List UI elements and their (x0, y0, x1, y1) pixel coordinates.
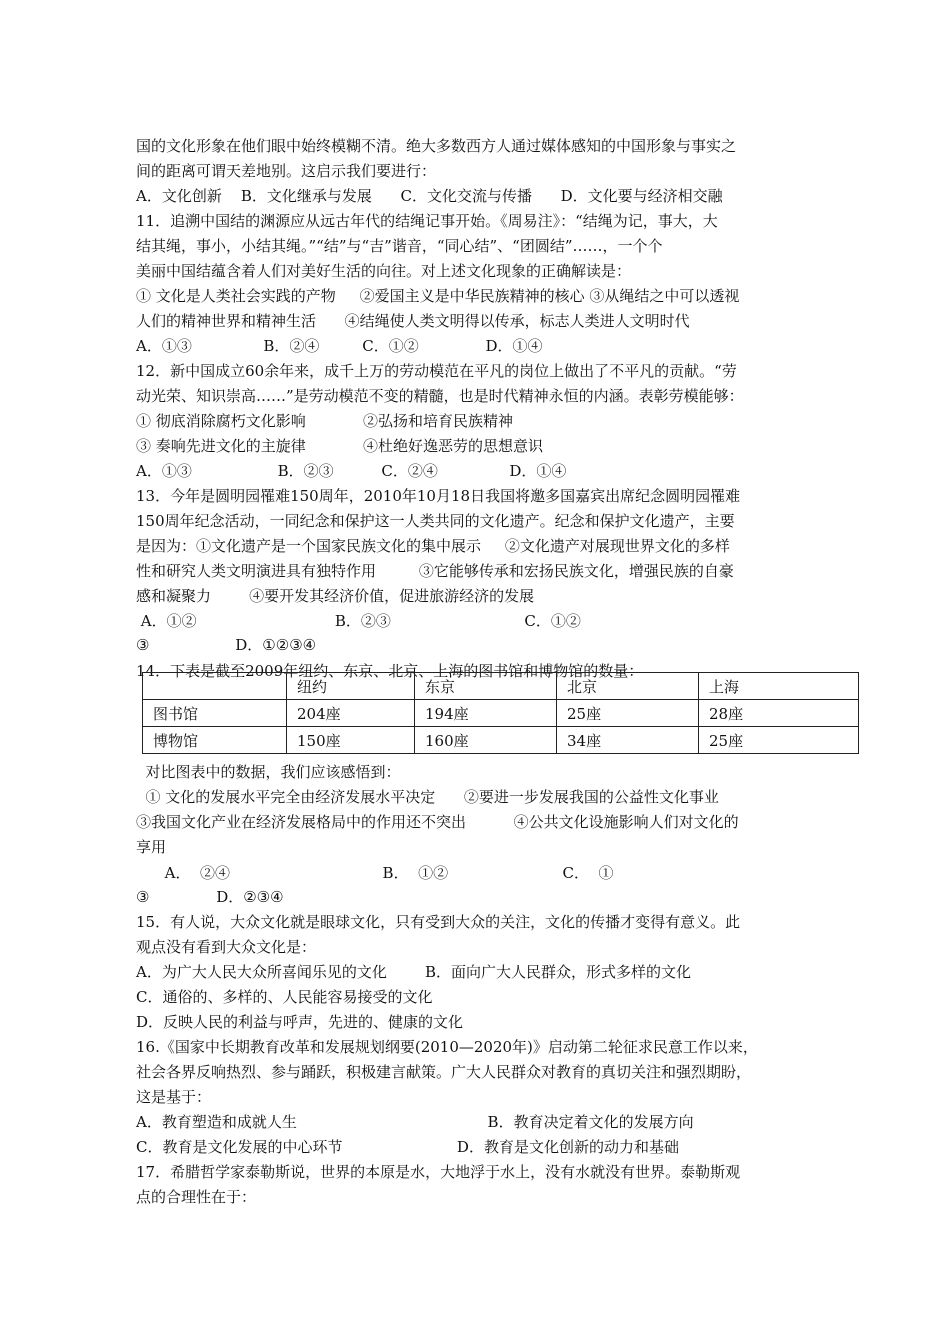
text-line (136, 211, 718, 231)
text-line-content: A．①③ B．②③ C．②④ D．①④ (136, 462, 567, 480)
text-line (136, 411, 513, 431)
text-line (136, 762, 401, 782)
table-header-row (143, 673, 859, 700)
table-cell: 博物馆 (143, 727, 287, 754)
text-line (136, 611, 581, 631)
text-line-content: A．①② B．②③ C．①② (136, 612, 581, 630)
text-line-content: A． ②④ B． ①② C． ① (136, 864, 614, 882)
text-line-content: ③ D．②③④ (136, 888, 284, 906)
table-cell: 图书馆 (143, 700, 287, 727)
table-cell: 34座 (557, 727, 699, 754)
text-line (136, 136, 736, 156)
text-line-content: 社会各界反响热烈、参与踊跃，积极建言献策。广大人民群众对教育的真切关注和强烈期盼， (136, 1063, 752, 1081)
text-line (136, 311, 690, 331)
text-line (136, 336, 543, 356)
library-museum-table (142, 672, 859, 754)
text-line (136, 461, 566, 481)
text-line-content: A．文化创新 B．文化继承与发展 C．文化交流与传播 D．文化要与经济相交融 (136, 187, 723, 205)
text-line (136, 787, 719, 807)
text-line-content: 观点没有看到大众文化是： (136, 938, 317, 956)
text-line-content: 结其绳，事小，小结其绳。”“结”与“吉”谐音，“同心结”、“团圆结”……，一个个 (136, 237, 663, 255)
text-line (136, 1012, 463, 1032)
text-line-content: A．①③ B．②④ C．①② D．①④ (136, 337, 543, 355)
text-line (136, 1037, 758, 1057)
text-line (136, 912, 740, 932)
text-line-content: 点的合理性在于： (136, 1188, 257, 1206)
text-line-content: ① 文化的发展水平完全由经济发展水平决定 ②要进一步发展我国的公益性文化事业 (136, 788, 719, 806)
text-line-content: C．通俗的、多样的、人民能容易接受的文化 (136, 988, 433, 1006)
text-line-content: 享用 (136, 838, 167, 856)
text-line (136, 635, 316, 655)
table-cell: 25座 (699, 727, 859, 754)
text-line (136, 511, 735, 531)
text-line-content: 15．有人说，大众文化就是眼球文化，只有受到大众的关注，文化的传播才变得有意义。此 (136, 913, 741, 931)
text-line (136, 1087, 211, 1107)
text-line (136, 436, 543, 456)
text-line (136, 1112, 694, 1132)
text-line-content: 对比图表中的数据，我们应该感悟到： (136, 763, 401, 781)
text-line-content: 国的文化形象在他们眼中始终模糊不清。绝大多数西方人通过媒体感知的中国形象与事实之 (136, 137, 737, 155)
text-line (136, 1162, 740, 1182)
text-line (136, 561, 734, 581)
text-line (136, 1062, 751, 1082)
text-line (136, 586, 534, 606)
text-line-content: 感和凝聚力 ④要开发其经济价值，促进旅游经济的发展 (136, 587, 535, 605)
text-line (136, 161, 436, 181)
table-cell: 150座 (287, 727, 415, 754)
text-line (136, 812, 739, 832)
text-line-content: 11．追溯中国结的渊源应从远古年代的结绳记事开始。《周易注》：“结绳为记，事大，大 (136, 212, 718, 230)
text-line-content: ③ 奏响先进文化的主旋律 ④杜绝好逸恶劳的思想意识 (136, 437, 543, 455)
text-line-content: C．教育是文化发展的中心环节 D．教育是文化创新的动力和基础 (136, 1138, 679, 1156)
table-cell: 28座 (699, 700, 859, 727)
text-line-content: A．为广大人民大众所喜闻乐见的文化 B．面向广大人民群众，形式多样的文化 (136, 963, 692, 981)
table-cell: 194座 (415, 700, 557, 727)
text-line-content: 12．新中国成立60余年来，成千上万的劳动模范在平凡的岗位上做出了不平凡的贡献。“劳 (136, 362, 737, 380)
text-line (136, 937, 316, 957)
text-line-content: 性和研究人类文明演进具有独特作用 ③它能够传承和宏扬民族文化，增强民族的自豪 (136, 562, 734, 580)
text-line-content: ③ D．①②③④ (136, 636, 317, 654)
text-line (136, 863, 614, 883)
table-row (143, 700, 859, 727)
table-cell: 204座 (287, 700, 415, 727)
table-cell: 160座 (415, 727, 557, 754)
text-line-content: 150周年纪念活动，一同纪念和保护这一人类共同的文化遗产。纪念和保护文化遗产，主要 (136, 512, 735, 530)
table-row (143, 727, 859, 754)
text-line (136, 486, 740, 506)
text-line (136, 987, 432, 1007)
text-line-content: 13．今年是圆明园罹难150周年，2010年10月18日我国将邀多国嘉宾出席纪念圆明园罹难 (136, 487, 741, 505)
text-line (136, 386, 744, 406)
table-cell: 北京 (557, 673, 699, 700)
text-line-content: 美丽中国结蕴含着人们对美好生活的向往。对上述文化现象的正确解读是： (136, 262, 632, 280)
table-cell (143, 673, 287, 700)
text-line-content: 是因为：①文化遗产是一个国家民族文化的集中展示 ②文化遗产对展现世界文化的多样 (136, 537, 730, 555)
text-line-content: ① 文化是人类社会实践的产物 ②爱国主义是中华民族精神的核心 ③从绳结之中可以透视 (136, 287, 740, 305)
text-line-content: 动光荣、知识崇高……”是劳动模范不变的精髓，也是时代精神永恒的内涵。表彰劳模能够： (136, 387, 744, 405)
text-line-content: A．教育塑造和成就人生 B．教育决定着文化的发展方向 (136, 1113, 694, 1131)
table-cell: 东京 (415, 673, 557, 700)
text-line (136, 536, 730, 556)
text-line-content: ① 彻底消除腐朽文化影响 ②弘扬和培育民族精神 (136, 412, 513, 430)
text-line-content: 人们的精神世界和精神生活 ④结绳使人类文明得以传承，标志人类进人文明时代 (136, 312, 690, 330)
text-line-content: 16.《国家中长期教育改革和发展规划纲要(2010—2020年)》启动第二轮征求民意工作以来， (136, 1038, 758, 1056)
text-line (136, 837, 166, 857)
text-line (136, 1187, 256, 1207)
text-line (136, 261, 631, 281)
text-line-content: 17．希腊哲学家泰勒斯说，世界的本原是水，大地浮于水上，没有水就没有世界。泰勒斯观 (136, 1163, 741, 1181)
text-line (136, 1137, 679, 1157)
text-line-content: ③我国文化产业在经济发展格局中的作用还不突出 ④公共文化设施影响人们对文化的 (136, 813, 739, 831)
text-line-content: D．反映人民的利益与呼声，先进的、健康的文化 (136, 1013, 464, 1031)
text-line (136, 361, 737, 381)
text-line-content: 14．下表是截至2009年纽约、东京、北京、上海的图书馆和博物馆的数量： (136, 662, 644, 680)
table-cell: 纽约 (287, 673, 415, 700)
text-line-content: 这是基于： (136, 1088, 212, 1106)
text-line (136, 286, 739, 306)
text-line (136, 236, 663, 256)
text-line-content: 间的距离可谓天差地别。这启示我们要进行： (136, 162, 437, 180)
table-cell: 上海 (699, 673, 859, 700)
table-cell: 25座 (557, 700, 699, 727)
text-line (136, 887, 284, 907)
text-line (136, 186, 723, 206)
text-line (136, 962, 691, 982)
